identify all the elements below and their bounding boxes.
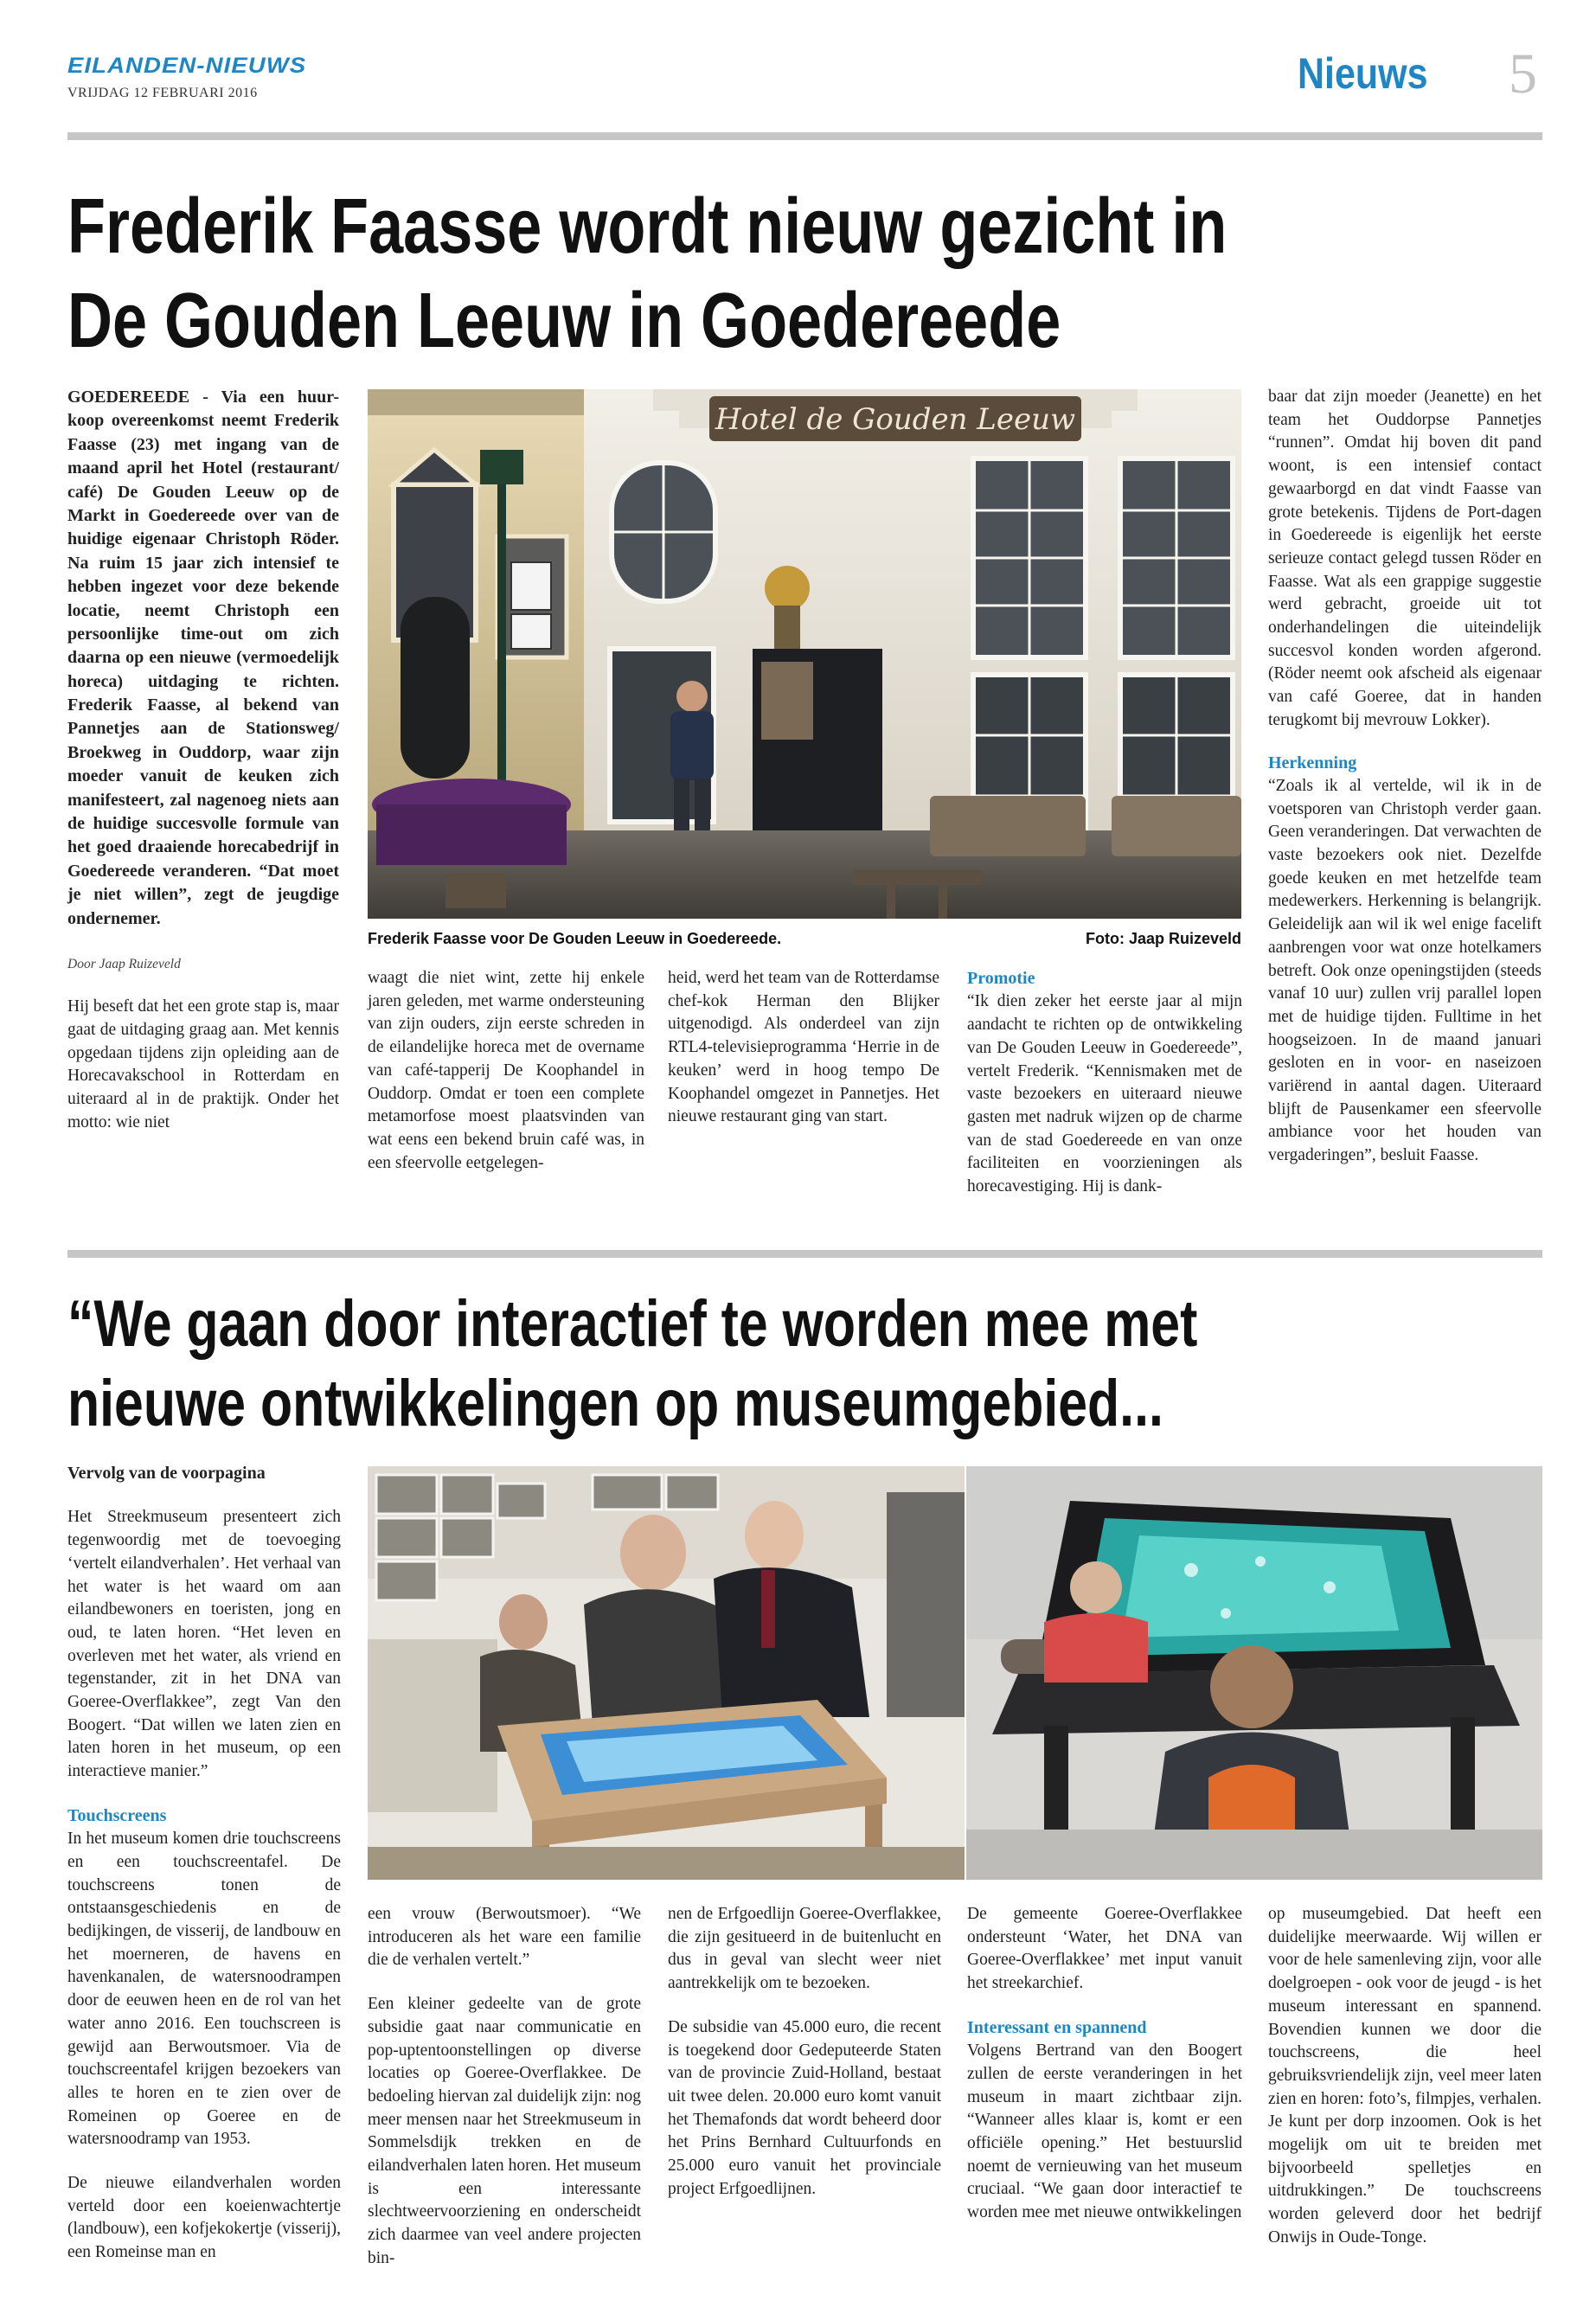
article1-column-2: [368, 967, 644, 1195]
masthead-logo: EILANDEN-NIEUWS: [67, 54, 307, 78]
article2-col3-p1: nen de Erfgoedlijn Goeree-Overflakkee, die zijn gesitueerd in de buitenlucht en dus in geval van slecht weer niet aantrekkelijk om te bezoeken.: [668, 1905, 941, 1993]
article2-column-1: [67, 1462, 341, 2285]
article2-col1-p1: Het Streekmuseum presenteert zich tegenwoordig met de toevoeging ‘vertelt eilandverhalen’. Het verhaal van het water is het waard om aan eilandbewoners en toeristen, jong en oud, te laten horen. “Het leven en overleven met het water, als vriend en tegenstander, zit in het DNA van Goeree-Overflakkee”, zegt Van den Boogert. “Dat willen we laten zien en laten horen in het museum, op een interactieve manier.”: [67, 1508, 341, 1781]
museum-child-photo: [966, 1466, 1542, 1880]
article1-col5-body1: baar dat zijn moeder (Jeanette) en het team het Ouddorpse Pannetjes “runnen”. Omdat hij boven dit pand woont, is een intensief contact gewaarborgd en dat vindt Faasse van grote betekenis. Tijdens de Port-dagen in Goedereede is eigenlijk het eerste serieuze contact gelegd tussen Röder en Faasse. Wat als een grappige suggestie werd gebracht, groeide uit tot onderhandelingen die uiteindelijk succesvol konden worden afgerond. (Röder neemt ook afscheid als eigenaar van café Goeree, dat in handen terugkomt bij mevrouw Lokker).: [1268, 388, 1542, 729]
page-number: 5: [1509, 42, 1537, 106]
section-divider: [67, 1250, 1542, 1258]
article2-subhead-touchscreens: Touchscreens: [67, 1805, 167, 1825]
article1-column-4: [967, 967, 1242, 1220]
article1-headline: [67, 180, 1313, 369]
article1-subhead-herkenning: Herkenning: [1268, 753, 1357, 772]
article2-col5-p1: op museumgebied. Dat heeft een duidelijke meerwaarde. Wij willen er voor de hele samenleving zijn, voor alle doelgroepen - ook voor de jeugd - is het museum interessant en spannend. Bovendien kunnen we door die touchscreens, die heel gebruiksvriendelijk zijn, veel meer laten zien en horen: foto’s, filmpjes, verhalen. Je kunt per dorp inzoomen. Ook is het mogelijk om uit te breiden met bijvoorbeeld spelletjes en uitdrukkingen.” De touchscreens worden geleverd door het bedrijf Onwijs in Oude-Tonge.: [1268, 1905, 1542, 2247]
article1-col5-body2: “Zoals ik al vertelde, wil ik in de voetsporen van Christoph verder gaan. Geen veranderingen. Dat verwachten de vaste bezoekers ook niet. Dezelfde goede keuken en met hetzelfde team medewerkers. Herkenning is belangrijk. Geleidelijk aan wil ik wel enige facelift aanbrengen voor wat onze hotelkamers betreft. Ook onze openingstijden (steeds vanaf 10 uur) zullen vrij parallel lopen met de huidige tijden. Fulltime in het hoogseizoen. In de maand januari gesloten en in voor- en naseizoen variërend in aantal dagen. Uiteraard blijft de Pausenkamer een sfeervolle ambiance voor het houden van vergaderingen”, besluit Faasse.: [1268, 776, 1542, 1165]
article2-col1-p3: De nieuwe eilandverhalen worden verteld door een koeienwachtertje (landbouw), een kofjekokertje (visserij), een Romeinse man en: [67, 2174, 341, 2262]
article2-col2-p2: Een kleiner gedeelte van de grote subsidie gaat naar communicatie en pop-uptentoonstellingen op diverse locaties op Goeree-Overflakkee. De bedoeling hiervan zal duidelijk zijn: nog meer mensen naar het Streekmuseum in Sommelsdijk trekken en de eilandverhalen laten horen. Het museum is een interessante slechtweervoorziening en onderscheidt zich daarmee van veel andere projecten bin-: [368, 1995, 641, 2267]
article1-col4-body: “Ik dien zeker het eerste jaar al mijn aandacht te richten op de ontwikkeling van De Gouden Leeuw in Goedereede”, vertelt Frederik. “Kennismaken met de vaste bezoekers en uiteraard nieuwe gasten met nadruk wijzen op de charme van de stad Goedereede en van onze faciliteiten en voorzieningen als horecavestiging. Hij is dank-: [967, 992, 1242, 1196]
hotel-photo-caption: [368, 930, 1241, 952]
article2-col4-p2: Volgens Bertrand van den Boogert zullen de eerste veranderingen in het museum in maart zichtbaar zijn. “Wanneer alles klaar is, komt er een officiële opening.” Het bestuurslid noemt de vernieuwing van het museum cruciaal. “We gaan door interactief te worden mee met nieuwe ontwikkelingen: [967, 2041, 1242, 2222]
article1-col3-body: heid, werd het team van de Rotterdamse chef-kok Herman den Blijker uitgenodigd. Als onderdeel van zijn RTL4-televisieprogramma ‘Herrie in de keuken’ werd in hoog tempo De Koophandel omgezet in Pannetjes. Het nieuwe restaurant ging van start.: [668, 969, 939, 1126]
article2-kicker: Vervolg van de voorpagina: [67, 1464, 266, 1483]
article2-col3-p2: De subsidie van 45.000 euro, die recent is toegekend door Gedeputeerde Staten van de provincie Zuid-Holland, bestaat uit twee delen. 20.000 euro komt vanuit het Themafonds dat wordt beheerd door het Prins Bernhard Cultuurfonds en 25.000 euro vanuit het provinciale project Erfgoedlijnen.: [668, 2017, 941, 2198]
article2-column-3: [668, 1903, 941, 2221]
article2-col1-p2: In het museum komen drie touchscreens en een touchscreentafel. De touchscreens tonen de ontstaansgeschiedenis en de bedijkingen, de visserij, de landbouw en het moerneren, de havens en havenkanalen, de watersnoodrampen door de eeuwen heen en de rol van het water anno 2016. Een touchscreen is gewijd aan Berwoutsmoer. Via de touchscreentafel krijgen bezoekers van alles te horen en te zien over de Romeinen op Goeree en de watersnoodramp van 1953.: [67, 1830, 341, 2149]
header-rule: [67, 132, 1542, 140]
article1-col2-body: waagt die niet wint, zette hij enkele jaren geleden, met warme ondersteuning van zijn ouders, zijn eerste schreden in de eilandelijke horeca met de overname van café-tapperij De Koophandel in Ouddorp. Omdat er toen een complete metamorfose moest plaatsvinden van wat eens een bekend bruin café was, in een sfeervolle eetgelegen-: [368, 969, 644, 1172]
article1-subhead-promotie: Promotie: [967, 969, 1035, 988]
article1-column-1: [67, 386, 339, 1155]
article1-headline-line2: De Gouden Leeuw in Goedereede: [67, 277, 1061, 364]
article2-subhead-interessant: Interessant en spannend: [967, 2017, 1147, 2037]
article2-column-2: [368, 1903, 641, 2291]
article2-col4-p1: De gemeente Goeree-Overflakkee ondersteunt ‘Water, het DNA van Goeree-Overflakkee’ met input vanuit het streekarchief.: [967, 1905, 1242, 1993]
article1-headline-line1: Frederik Faasse wordt nieuw gezicht in: [67, 183, 1227, 270]
hotel-photo: [368, 389, 1241, 919]
article1-lead: GOEDEREEDE - Via een huur-koop overeenkomst neemt Frederik Faasse (23) met ingang van de maand april het Hotel (restaurant/ café) De Gouden Leeuw op de Markt in Goedereede over van de huidige eigenaar Christoph Röder. Na ruim 15 jaar zich intensief te hebben ingezet voor deze bekende locatie, neemt Christoph een persoonlijke time-out om zich daarna op een nieuwe (vermoedelijk horeca) uitdaging te richten. Frederik Faasse, al bekend van Pannetjes aan de Stationsweg/ Broekweg in Ouddorp, waar zijn moeder vanuit de keuken zich manifesteert, zal nagenoeg niets aan de huidige succesvolle formule van het goed draaiende horecabedrijf in Goedereede veranderen. “Dat moet je niet willen”, zegt de jeugdige ondernemer.: [67, 388, 339, 928]
photo-credit: Foto: Jaap Ruizeveld: [1085, 930, 1241, 947]
article2-headline-line2: nieuwe ontwikkelingen op museumgebied...: [67, 1366, 1163, 1440]
article1-column-3: [668, 967, 939, 1150]
hotel-sign-text: Hotel de Gouden Leeuw: [715, 402, 1076, 437]
section-label: Nieuws: [1298, 49, 1428, 98]
article2-column-5: [1268, 1903, 1542, 2271]
article2-col2-p1: een vrouw (Berwoutsmoer). “We introduceren als het ware een familie die de verhalen vertelt.”: [368, 1905, 641, 1970]
photo-caption-text: Frederik Faasse voor De Gouden Leeuw in Goedereede.: [368, 930, 782, 947]
museum-touchtable-photo: [368, 1466, 965, 1880]
article2-headline-line1: “We gaan door interactief te worden mee met: [67, 1287, 1198, 1361]
article2-column-4: [967, 1903, 1242, 2246]
article1-byline: Door Jaap Ruizeveld: [67, 956, 181, 971]
article1-col1-body: Hij beseft dat het een grote stap is, maar gaat de uitdaging graag aan. Met kennis opgedaan tijdens zijn opleiding aan de Horecavakschool in Rotterdam en uiteraard al in de praktijk. Onder het motto: wie niet: [67, 997, 339, 1131]
article2-headline: [67, 1285, 1348, 1444]
article1-column-5: [1268, 386, 1542, 1189]
publication-date: VRIJDAG 12 FEBRUARI 2016: [67, 86, 258, 100]
